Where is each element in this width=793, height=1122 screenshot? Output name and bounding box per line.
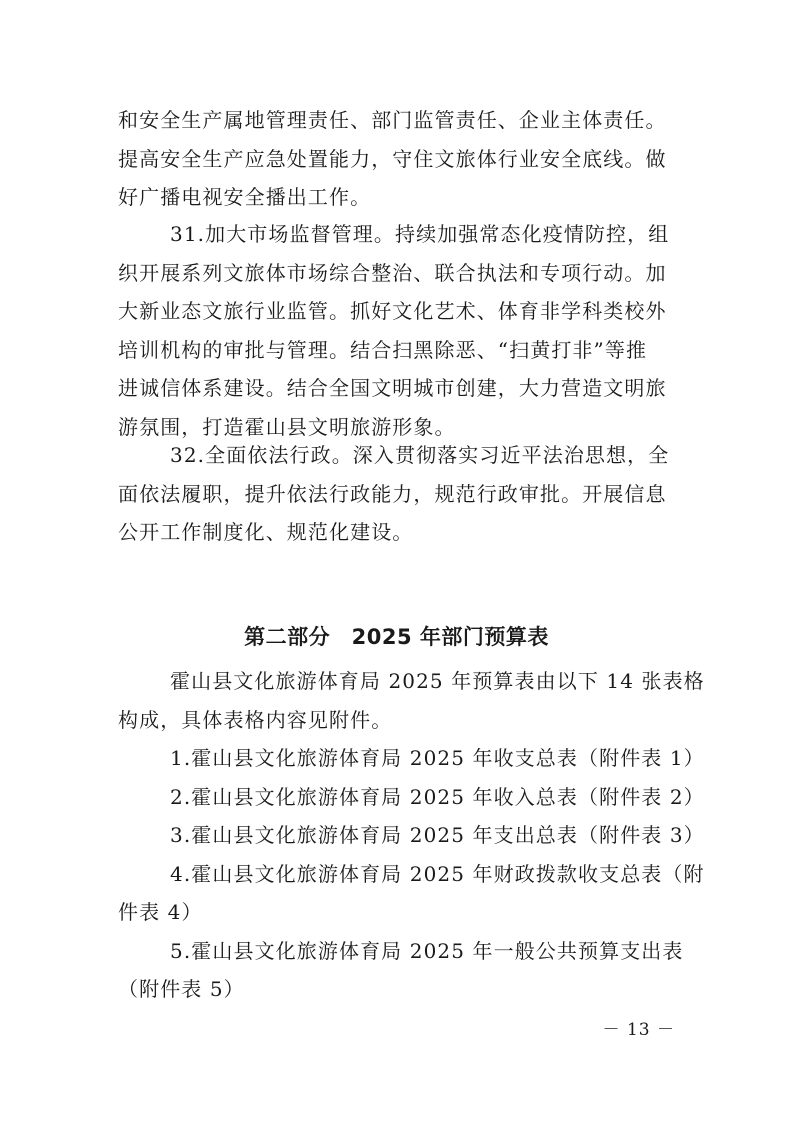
list-item: 2.霍山县文化旅游体育局 2025 年收入总表（附件表 2） <box>170 784 705 809</box>
section-heading: 第二部分 2025 年部门预算表 <box>244 625 549 649</box>
list-item: 1.霍山县文化旅游体育局 2025 年收支总表（附件表 1） <box>170 746 705 770</box>
list-item-continuation: （附件表 5） <box>118 977 245 1001</box>
text-line: 提高安全生产应急处置能力，守住文旅体行业安全底线。做 <box>118 146 667 171</box>
text-line: 和安全生产属地管理责任、部门监管责任、企业主体责任。 <box>118 108 667 132</box>
text-line: 32.全面依法行政。深入贯彻落实习近平法治思想，全 <box>170 443 670 467</box>
paragraph-item-32 <box>118 436 678 552</box>
list-item: 5.霍山县文化旅游体育局 2025 年一般公共预算支出表 <box>170 938 684 963</box>
list-item-continuation: 件表 4） <box>118 900 203 924</box>
list-item: 4.霍山县文化旅游体育局 2025 年财政拨款收支总表（附 <box>170 861 705 886</box>
text-line: 大新业态文旅行业监管。抓好文化艺术、体育非学科类校外 <box>118 299 667 323</box>
text-line: 好广播电视安全播出工作。 <box>118 185 372 209</box>
text-line: 面依法履职，提升依法行政能力，规范行政审批。开展信息 <box>118 481 667 506</box>
paragraph-item-31 <box>118 215 678 446</box>
page-number: － 13 － <box>602 1020 675 1040</box>
budget-table-list <box>118 739 705 1009</box>
text-line: 织开展系列文旅体市场综合整治、联合执法和专项行动。加 <box>118 260 667 285</box>
list-item: 3.霍山县文化旅游体育局 2025 年支出总表（附件表 3） <box>170 823 705 847</box>
paragraph-budget-intro <box>118 662 705 739</box>
paragraph-safety-responsibility <box>118 101 678 217</box>
text-line: 公开工作制度化、规范化建设。 <box>118 520 414 544</box>
text-line: 31.加大市场监督管理。持续加强常态化疫情防控，组 <box>170 222 670 246</box>
text-line: 进诚信体系建设。结合全国文明城市创建，大力营造文明旅 <box>118 376 667 400</box>
text-line: 构成，具体表格内容见附件。 <box>118 707 393 732</box>
text-line: 游氛围，打造霍山县文明旅游形象。 <box>118 414 456 439</box>
text-line: 培训机构的审批与管理。结合扫黑除恶、“扫黄打非”等推 <box>118 337 648 362</box>
text-line: 霍山县文化旅游体育局 2025 年预算表由以下 14 张表格 <box>170 669 705 693</box>
